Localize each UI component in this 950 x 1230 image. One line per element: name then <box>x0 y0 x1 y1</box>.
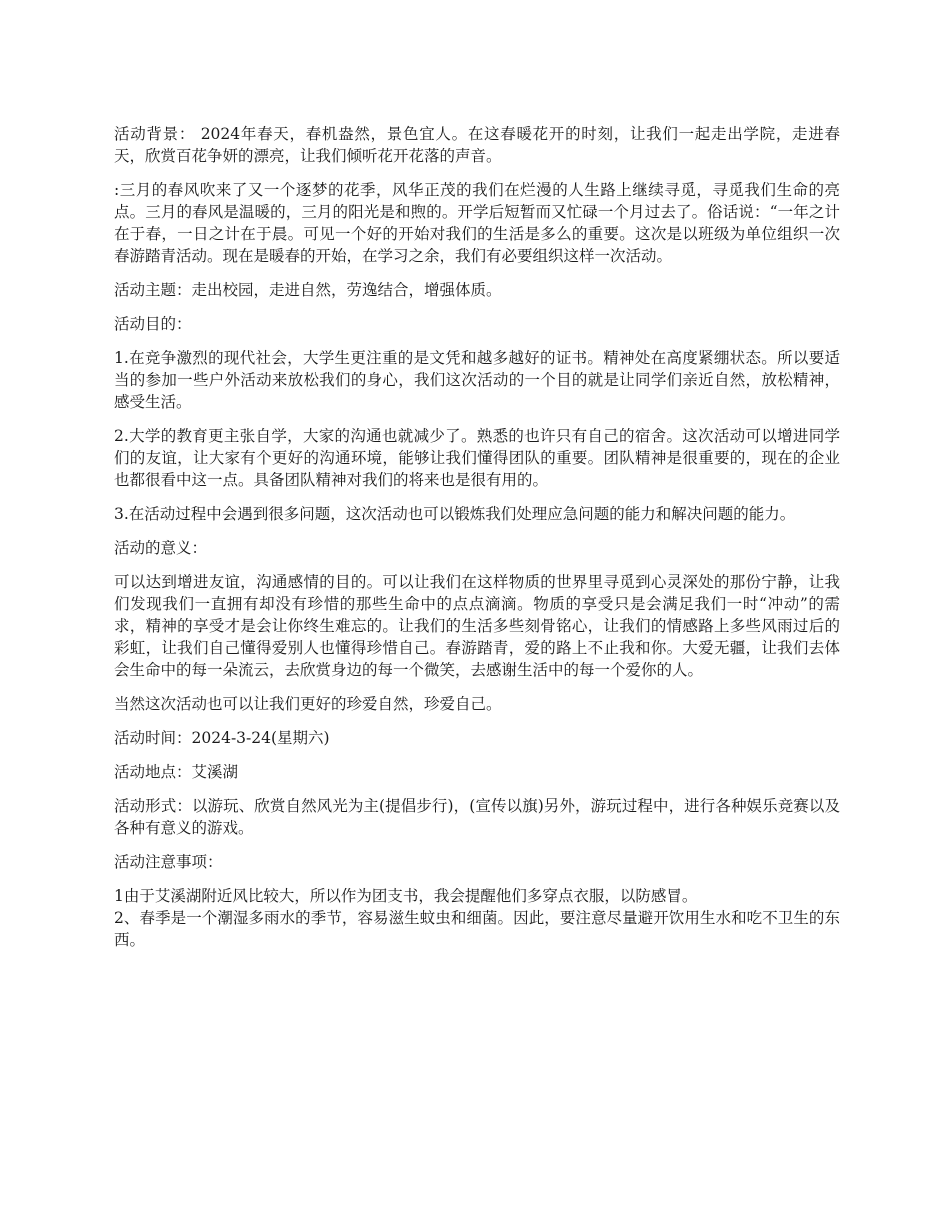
activity-format: 活动形式：以游玩、欣赏自然风光为主(提倡步行)，(宣传以旗)另外，游玩过程中，进行各种娱乐竞赛以及各种有意义的游戏。 <box>114 797 840 837</box>
purpose-item-3: 3.在活动过程中会遇到很多问题，这次活动也可以锻炼我们处理应急问题的能力和解决问题的能力。 <box>114 505 796 523</box>
note-item-1: 1由于艾溪湖附近风比较大，所以作为团支书，我会提醒他们多穿点衣服，以防感冒。 <box>114 887 698 905</box>
activity-time: 活动时间：2024-3-24(星期六) <box>114 729 330 747</box>
purpose-item-2: 2.大学的教育更主张自学，大家的沟通也就减少了。熟悉的也许只有自己的宿舍。这次活动可以增进同学们的友谊，让大家有个更好的沟通环境，能够让我们懂得团队的重要。团队精神是很重要的，现在的企业也都很看中这一点。具备团队精神对我们的将来也是很有用的。 <box>114 427 840 489</box>
activity-location: 活动地点：艾溪湖 <box>114 763 239 781</box>
paragraph-background: 活动背景： 2024年春天，春机盎然，景色宜人。在这春暖花开的时刻，让我们一起走出学院，走进春天，欣赏百花争妍的漂亮，让我们倾听花开花落的声音。 <box>114 125 840 165</box>
note-item-2: 2、春季是一个潮湿多雨水的季节，容易滋生蚊虫和细菌。因此，要注意尽量避开饮用生水和吃不卫生的东西。 <box>114 909 840 949</box>
paragraph-theme: 活动主题：走出校园，走进自然，劳逸结合，增强体质。 <box>114 281 502 299</box>
purpose-item-1: 1.在竞争激烈的现代社会，大学生更注重的是文凭和越多越好的证书。精神处在高度紧绷状态。所以要适当的参加一些户外活动来放松我们的身心，我们这次活动的一个目的就是让同学们亲近自然，放松精神，感受生活。 <box>114 349 840 411</box>
heading-notes: 活动注意事项： <box>114 853 223 871</box>
heading-meaning: 活动的意义： <box>114 539 208 557</box>
document-page <box>114 123 840 951</box>
heading-purpose: 活动目的： <box>114 315 192 333</box>
paragraph-meaning: 可以达到增进友谊，沟通感情的目的。可以让我们在这样物质的世界里寻觅到心灵深处的那份宁静，让我们发现我们一直拥有却没有珍惜的那些生命中的点点滴滴。物质的享受只是会满足我们一时“冲动”的需求，精神的享受才是会让你终生难忘的。让我们的生活多些刻骨铭心，让我们的情感路上多些风雨过后的彩虹，让我们自己懂得爱别人也懂得珍惜自己。春游踏青，爱的路上不止我和你。大爱无疆，让我们去体会生命中的每一朵流云，去欣赏身边的每一个微笑，去感谢生活中的每一个爱你的人。 <box>114 573 840 679</box>
paragraph-intro: :三月的春风吹来了又一个逐梦的花季，风华正茂的我们在烂漫的人生路上继续寻觅，寻觅我们生命的亮点。三月的春风是温暖的，三月的阳光是和煦的。开学后短暂而又忙碌一个月过去了。俗话说：“一年之计在于春，一日之计在于晨。可见一个好的开始对我们的生活是多么的重要。这次是以班级为单位组织一次春游踏青活动。现在是暖春的开始，在学习之余，我们有必要组织这样一次活动。 <box>114 181 840 265</box>
paragraph-cherish: 当然这次活动也可以让我们更好的珍爱自然，珍爱自己。 <box>114 695 502 713</box>
